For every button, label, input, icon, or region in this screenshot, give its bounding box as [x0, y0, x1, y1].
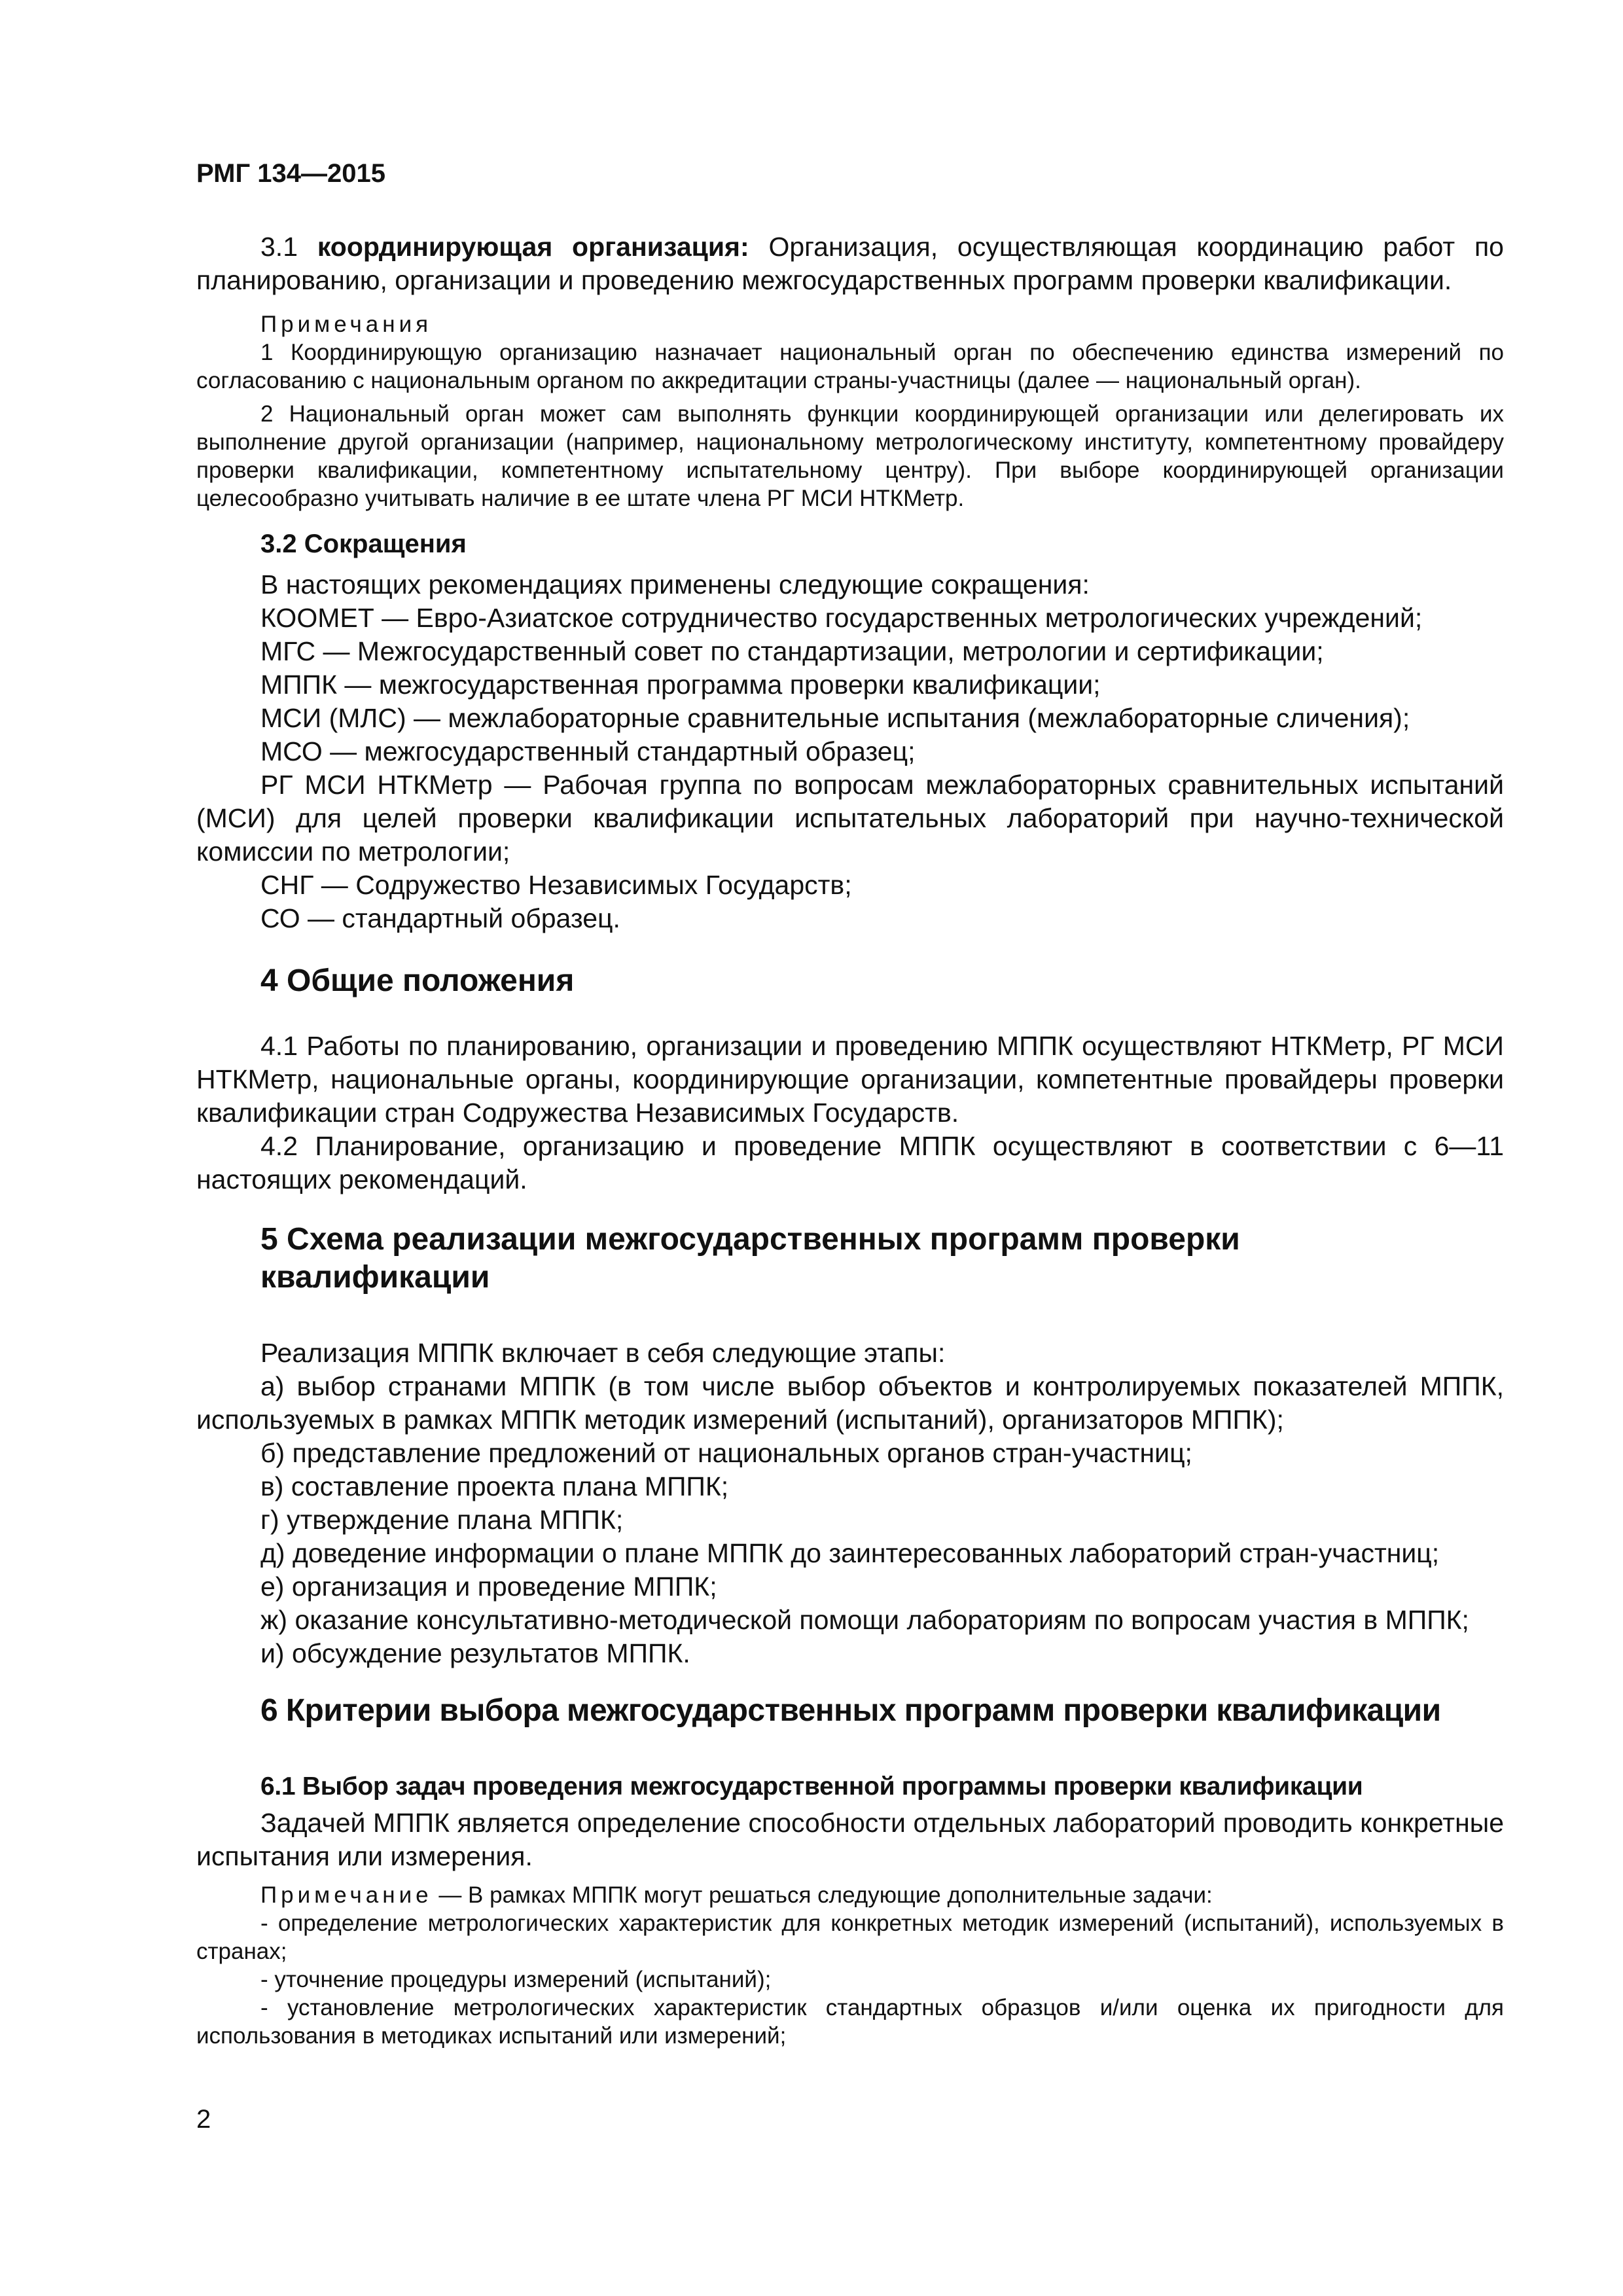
section-5-heading — [260, 1221, 1240, 1297]
abbreviation-item: СНГ — Содружество Независимых Государств; — [260, 870, 852, 900]
stage-item: г) утверждение плана МППК; — [260, 1505, 624, 1535]
clause-3-2-heading: 3.2 Сокращения — [260, 529, 467, 558]
clause-6-1-heading: 6.1 Выбор задач проведения межгосударственной программы проверки квалификации — [260, 1772, 1363, 1801]
document-code-header: РМГ 134—2015 — [196, 159, 385, 188]
abbreviations-intro: В настоящих рекомендациях применены следующие сокращения: — [260, 569, 1090, 600]
term-coordinating-organization: координирующая организация: — [317, 232, 749, 262]
note-item: - установление метрологических характеристик стандартных образцов и/или оценка их пригодности для использования в методиках испытаний или измерений; — [196, 1995, 1504, 2049]
abbreviation-item: МГС — Межгосударственный совет по стандартизации, метрологии и сертификации; — [260, 636, 1324, 666]
stage-item: ж) оказание консультативно-методической помощи лабораториям по вопросам участия в МППК; — [260, 1605, 1469, 1635]
clause-3-1 — [196, 230, 1504, 297]
stage-item: б) представление предложений от национальных органов стран-участниц; — [260, 1438, 1192, 1468]
notes-heading: Примечания — [260, 312, 433, 337]
note-text: — В рамках МППК могут решаться следующие дополнительные задачи: — [432, 1882, 1213, 1908]
stages-intro: Реализация МППК включает в себя следующие этапы: — [260, 1338, 946, 1368]
abbreviation-item: РГ МСИ НТКМетр — Рабочая группа по вопросам межлабораторных сравнительных испытаний (МСИ) для целей проверки квалификации испытательных лабораторий при научно-технической комиссии по метрологии; — [196, 770, 1504, 867]
note-2: 2 Национальный орган может сам выполнять функции координирующей организации или делегировать их выполнение другой организации (например, национальному метрологическому институту, компетентному провайдеру проверки квалификации, компетентному испытательному центру). При выборе координирующей организации целесообразно учитывать наличие в ее штате члена РГ МСИ НТКМетр. — [196, 401, 1504, 511]
section-5-heading-line-1: 5 Схема реализации межгосударственных программ проверки — [260, 1222, 1240, 1257]
stage-item: е) организация и проведение МППК; — [260, 1571, 717, 1602]
page-number: 2 — [196, 2105, 211, 2134]
clause-3-1-definition: Организация, осуществляющая координацию работ по планированию, организации и проведению межгосударственных программ проверки квалификации. — [196, 232, 1504, 295]
stage-item: д) доведение информации о плане МППК до заинтересованных лабораторий стран-участниц; — [260, 1538, 1440, 1568]
section-5-heading-line-2: квалификации — [260, 1260, 490, 1295]
note-item: - уточнение процедуры измерений (испытаний); — [260, 1967, 772, 1992]
stage-item: и) обсуждение результатов МППК. — [260, 1638, 690, 1668]
stage-item: в) составление проекта плана МППК; — [260, 1471, 729, 1501]
abbreviation-item: МСО — межгосударственный стандартный образец; — [260, 736, 916, 766]
clause-3-1-number: 3.1 — [260, 232, 298, 262]
abbreviation-item: СО — стандартный образец. — [260, 903, 620, 933]
abbreviation-item: МППК — межгосударственная программа проверки квалификации; — [260, 670, 1101, 700]
note-item: - определение метрологических характеристик для конкретных методик измерений (испытаний), используемых в странах; — [196, 1910, 1504, 1964]
clause-4-1: 4.1 Работы по планированию, организации и проведению МППК осуществляют НТКМетр, РГ МСИ НТКМетр, национальные органы, координирующие организации, компетентные провайдеры проверки квалификации стран Содружества Независимых Государств. — [196, 1031, 1504, 1128]
stage-item: а) выбор странами МППК (в том числе выбор объектов и контролируемых показателей МППК, используемых в рамках МППК методик измерений (испытаний), организаторов МППК); — [196, 1371, 1504, 1435]
section-6-heading: 6 Критерии выбора межгосударственных программ проверки квалификации — [260, 1693, 1441, 1728]
note-6-1 — [196, 1881, 1504, 1909]
abbreviation-item: КООМЕТ — Евро-Азиатское сотрудничество государственных метрологических учреждений; — [260, 603, 1423, 633]
section-4-heading: 4 Общие положения — [260, 963, 575, 998]
clause-4-2: 4.2 Планирование, организацию и проведение МППК осуществляют в соответствии с 6—11 настоящих рекомендаций. — [196, 1131, 1504, 1194]
clause-6-1-text: Задачей МППК является определение способности отдельных лабораторий проводить конкретные испытания или измерения. — [196, 1808, 1504, 1871]
note-label: Примечание — [260, 1882, 433, 1908]
abbreviation-item: МСИ (МЛС) — межлабораторные сравнительные испытания (межлабораторные сличения); — [260, 703, 1410, 733]
note-1: 1 Координирующую организацию назначает национальный орган по обеспечению единства измерений по согласованию с национальным органом по аккредитации страны-участницы (далее — национальный орган). — [196, 340, 1504, 393]
